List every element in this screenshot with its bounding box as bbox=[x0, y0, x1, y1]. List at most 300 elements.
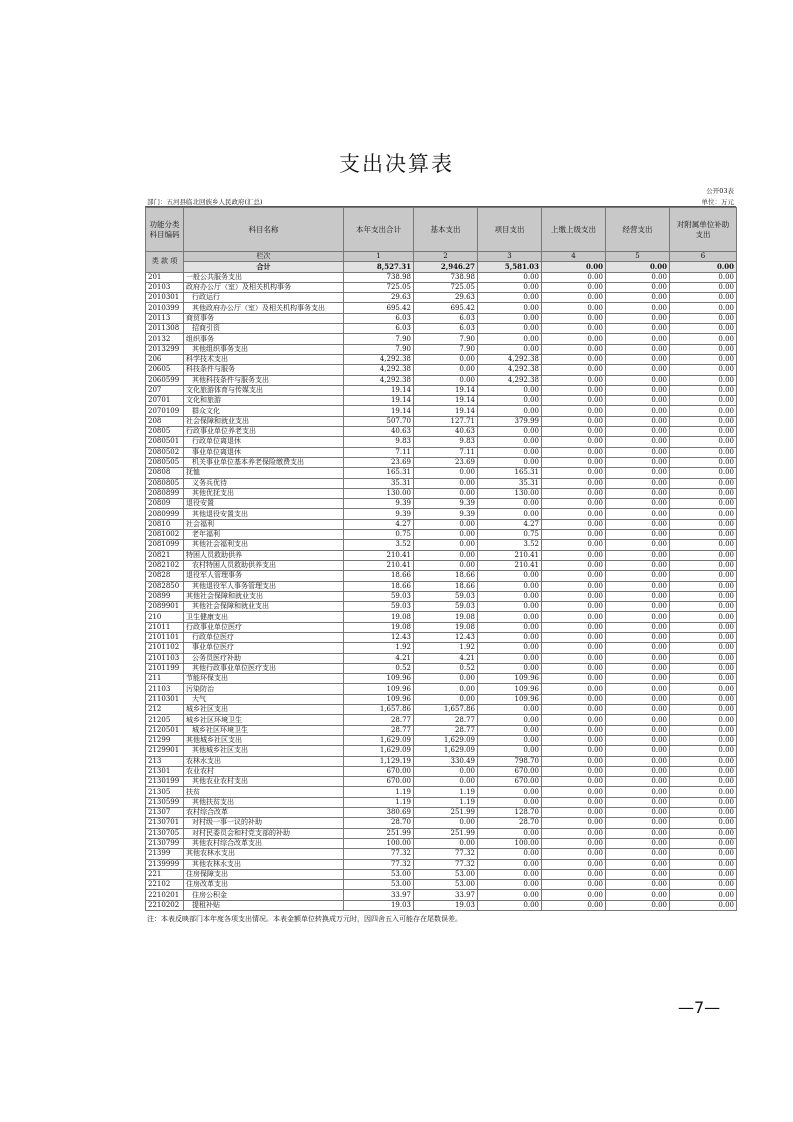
row-value: 0.00 bbox=[606, 344, 670, 354]
row-value: 0.00 bbox=[670, 488, 737, 498]
row-subject-name: 其他退役安置支出 bbox=[184, 509, 344, 519]
row-code: 20899 bbox=[146, 591, 184, 601]
row-value: 0.00 bbox=[606, 715, 670, 725]
row-value: 725.05 bbox=[344, 282, 414, 292]
row-value: 0.00 bbox=[606, 385, 670, 395]
row-value: 0.00 bbox=[606, 797, 670, 807]
row-value: 0.00 bbox=[542, 777, 606, 787]
row-value: 798.70 bbox=[478, 756, 542, 766]
row-value: 0.00 bbox=[414, 478, 478, 488]
row-value: 0.00 bbox=[606, 499, 670, 509]
row-value: 109.96 bbox=[344, 684, 414, 694]
row-value: 0.00 bbox=[670, 828, 737, 838]
table-row bbox=[146, 612, 737, 622]
row-value: 0.00 bbox=[542, 900, 606, 910]
row-subject-name: 其他农林水支出 bbox=[184, 849, 344, 859]
row-value: 670.00 bbox=[478, 766, 542, 776]
meta-row bbox=[145, 195, 736, 207]
row-value: 0.00 bbox=[670, 766, 737, 776]
row-value: 0.00 bbox=[606, 900, 670, 910]
col-number: 1 bbox=[344, 252, 414, 262]
row-value: 0.00 bbox=[542, 550, 606, 560]
row-value: 0.00 bbox=[670, 324, 737, 334]
row-value: 0.00 bbox=[414, 818, 478, 828]
row-value: 18.66 bbox=[414, 571, 478, 581]
table-row bbox=[146, 334, 737, 344]
row-value: 19.14 bbox=[414, 406, 478, 416]
page-title: 支出决算表 bbox=[339, 152, 454, 176]
table-row bbox=[146, 550, 737, 560]
row-value: 0.00 bbox=[478, 869, 542, 879]
table-row bbox=[146, 468, 737, 478]
table-row bbox=[146, 406, 737, 416]
row-value: 0.00 bbox=[542, 602, 606, 612]
row-value: 0.00 bbox=[606, 416, 670, 426]
row-value: 0.00 bbox=[606, 437, 670, 447]
row-value: 0.00 bbox=[542, 437, 606, 447]
row-value: 0.00 bbox=[606, 859, 670, 869]
row-value: 0.00 bbox=[670, 272, 737, 282]
row-value: 0.00 bbox=[414, 468, 478, 478]
row-code: 20828 bbox=[146, 571, 184, 581]
total-value: 5,581.03 bbox=[478, 262, 542, 272]
row-value: 0.00 bbox=[542, 674, 606, 684]
row-value: 18.66 bbox=[344, 571, 414, 581]
row-code: 20132 bbox=[146, 334, 184, 344]
row-value: 1.19 bbox=[344, 797, 414, 807]
row-code: 20103 bbox=[146, 282, 184, 292]
row-value: 0.00 bbox=[478, 859, 542, 869]
row-value: 0.00 bbox=[542, 488, 606, 498]
row-value: 0.75 bbox=[344, 530, 414, 540]
table-row bbox=[146, 540, 737, 550]
row-value: 7.90 bbox=[414, 344, 478, 354]
row-value: 0.00 bbox=[478, 427, 542, 437]
row-value: 4.21 bbox=[344, 653, 414, 663]
row-value: 0.00 bbox=[670, 478, 737, 488]
table-row bbox=[146, 663, 737, 673]
row-value: 6.03 bbox=[344, 313, 414, 323]
row-value: 0.00 bbox=[542, 468, 606, 478]
row-value: 35.31 bbox=[344, 478, 414, 488]
row-value: 0.00 bbox=[606, 530, 670, 540]
row-value: 0.00 bbox=[542, 457, 606, 467]
header-total: 本年支出合计 bbox=[344, 208, 414, 252]
row-value: 0.00 bbox=[670, 890, 737, 900]
header-basic: 基本支出 bbox=[414, 208, 478, 252]
row-value: 0.52 bbox=[414, 663, 478, 673]
row-value: 725.05 bbox=[414, 282, 478, 292]
row-value: 695.42 bbox=[414, 303, 478, 313]
row-value: 0.00 bbox=[670, 777, 737, 787]
unit-label: 单位：万元 bbox=[701, 198, 734, 206]
row-value: 0.00 bbox=[606, 354, 670, 364]
row-value: 53.00 bbox=[344, 880, 414, 890]
row-value: 0.00 bbox=[414, 354, 478, 364]
row-value: 0.00 bbox=[478, 385, 542, 395]
row-value: 0.00 bbox=[670, 612, 737, 622]
row-subject-name: 公务员医疗补助 bbox=[184, 653, 344, 663]
row-subject-name: 其他社会保障和就业支出 bbox=[184, 602, 344, 612]
row-value: 0.00 bbox=[670, 581, 737, 591]
row-value: 29.63 bbox=[344, 293, 414, 303]
row-value: 0.00 bbox=[670, 602, 737, 612]
table-row bbox=[146, 622, 737, 632]
row-value: 0.00 bbox=[606, 282, 670, 292]
row-value: 28.77 bbox=[414, 725, 478, 735]
row-value: 1,629.09 bbox=[414, 746, 478, 756]
row-value: 0.00 bbox=[542, 385, 606, 395]
row-value: 100.00 bbox=[344, 838, 414, 848]
row-value: 19.08 bbox=[414, 622, 478, 632]
table-row bbox=[146, 653, 737, 663]
row-value: 0.00 bbox=[478, 313, 542, 323]
row-subject-name: 行政单位医疗 bbox=[184, 632, 344, 642]
table-row bbox=[146, 828, 737, 838]
row-subject-name: 其他组织事务支出 bbox=[184, 344, 344, 354]
row-code: 20701 bbox=[146, 396, 184, 406]
col-number: 4 bbox=[542, 252, 606, 262]
row-subject-name: 住房改革支出 bbox=[184, 880, 344, 890]
row-subject-name: 其他农林水支出 bbox=[184, 859, 344, 869]
row-value: 4,292.38 bbox=[344, 354, 414, 364]
row-value: 0.00 bbox=[606, 303, 670, 313]
row-value: 23.69 bbox=[344, 457, 414, 467]
row-value: 0.00 bbox=[606, 787, 670, 797]
row-code: 2139999 bbox=[146, 859, 184, 869]
table-row bbox=[146, 581, 737, 591]
row-value: 19.08 bbox=[344, 622, 414, 632]
table-body bbox=[146, 272, 737, 910]
table-row bbox=[146, 735, 737, 745]
row-value: 0.00 bbox=[478, 880, 542, 890]
row-value: 0.00 bbox=[542, 324, 606, 334]
row-value: 0.00 bbox=[542, 612, 606, 622]
row-value: 0.00 bbox=[478, 499, 542, 509]
row-value: 109.96 bbox=[344, 674, 414, 684]
row-value: 330.49 bbox=[414, 756, 478, 766]
table-note: 注：本表反映部门本年度各项支出情况。本表金额单位转换成万元时，因四舍五入可能存在尾数误差。 bbox=[147, 915, 462, 923]
row-value: 0.00 bbox=[478, 457, 542, 467]
row-value: 0.00 bbox=[670, 365, 737, 375]
table-row bbox=[146, 447, 737, 457]
row-value: 0.00 bbox=[606, 653, 670, 663]
row-code: 2011308 bbox=[146, 324, 184, 334]
row-value: 0.00 bbox=[670, 715, 737, 725]
row-value: 0.00 bbox=[606, 293, 670, 303]
table-row bbox=[146, 499, 737, 509]
row-value: 0.00 bbox=[542, 705, 606, 715]
row-value: 0.00 bbox=[414, 838, 478, 848]
table-row bbox=[146, 437, 737, 447]
row-value: 19.03 bbox=[344, 900, 414, 910]
row-code: 2101102 bbox=[146, 643, 184, 653]
row-value: 210.41 bbox=[344, 560, 414, 570]
row-value: 0.00 bbox=[606, 396, 670, 406]
row-subject-name: 招商引资 bbox=[184, 324, 344, 334]
row-value: 0.00 bbox=[478, 591, 542, 601]
row-subject-name: 机关事业单位基本养老保险缴费支出 bbox=[184, 457, 344, 467]
row-subject-name: 其他城乡社区支出 bbox=[184, 746, 344, 756]
row-code: 20808 bbox=[146, 468, 184, 478]
row-value: 19.14 bbox=[414, 385, 478, 395]
row-value: 0.00 bbox=[670, 643, 737, 653]
row-value: 0.00 bbox=[542, 797, 606, 807]
row-value: 165.31 bbox=[478, 468, 542, 478]
row-subject-name: 行政运行 bbox=[184, 293, 344, 303]
table-row bbox=[146, 365, 737, 375]
row-value: 0.00 bbox=[606, 694, 670, 704]
row-value: 4,292.38 bbox=[344, 365, 414, 375]
row-subject-name: 其他政府办公厅（室）及相关机构事务支出 bbox=[184, 303, 344, 313]
row-value: 0.00 bbox=[670, 622, 737, 632]
row-value: 59.03 bbox=[414, 591, 478, 601]
row-subject-name: 义务兵优待 bbox=[184, 478, 344, 488]
row-value: 0.00 bbox=[542, 313, 606, 323]
row-value: 19.08 bbox=[414, 612, 478, 622]
table-row bbox=[146, 880, 737, 890]
row-value: 0.00 bbox=[670, 334, 737, 344]
header-project: 项目支出 bbox=[478, 208, 542, 252]
row-subject-name: 抚恤 bbox=[184, 468, 344, 478]
row-value: 1,657.86 bbox=[344, 705, 414, 715]
row-value: 0.75 bbox=[478, 530, 542, 540]
row-value: 28.70 bbox=[344, 818, 414, 828]
row-value: 0.00 bbox=[478, 715, 542, 725]
row-value: 33.97 bbox=[344, 890, 414, 900]
row-value: 0.00 bbox=[478, 602, 542, 612]
row-code: 20810 bbox=[146, 519, 184, 529]
row-value: 4,292.38 bbox=[478, 354, 542, 364]
row-value: 0.00 bbox=[670, 550, 737, 560]
row-subject-name: 农业农村 bbox=[184, 766, 344, 776]
row-value: 0.00 bbox=[606, 777, 670, 787]
row-value: 109.96 bbox=[478, 684, 542, 694]
row-value: 0.00 bbox=[670, 530, 737, 540]
row-code: 211 bbox=[146, 674, 184, 684]
row-value: 7.90 bbox=[414, 334, 478, 344]
row-value: 670.00 bbox=[344, 777, 414, 787]
row-subject-name: 退役安置 bbox=[184, 499, 344, 509]
row-subject-name: 其他科技条件与服务支出 bbox=[184, 375, 344, 385]
table-row bbox=[146, 303, 737, 313]
row-value: 0.00 bbox=[606, 622, 670, 632]
row-subject-name: 科技条件与服务 bbox=[184, 365, 344, 375]
table-row bbox=[146, 571, 737, 581]
row-value: 0.00 bbox=[670, 571, 737, 581]
row-value: 0.00 bbox=[542, 540, 606, 550]
row-value: 4.27 bbox=[344, 519, 414, 529]
row-value: 0.00 bbox=[670, 694, 737, 704]
row-value: 18.66 bbox=[414, 581, 478, 591]
row-code: 2080999 bbox=[146, 509, 184, 519]
row-value: 0.00 bbox=[414, 684, 478, 694]
row-code: 2210202 bbox=[146, 900, 184, 910]
row-subject-name: 污染防治 bbox=[184, 684, 344, 694]
row-subject-name: 其他农村综合改革支出 bbox=[184, 838, 344, 848]
row-value: 9.39 bbox=[344, 509, 414, 519]
table-row bbox=[146, 643, 737, 653]
row-subject-name: 文化旅游体育与传媒支出 bbox=[184, 385, 344, 395]
row-value: 28.77 bbox=[344, 715, 414, 725]
row-value: 0.00 bbox=[606, 818, 670, 828]
row-subject-name: 老年福利 bbox=[184, 530, 344, 540]
table-row bbox=[146, 777, 737, 787]
row-value: 0.00 bbox=[542, 869, 606, 879]
row-value: 7.11 bbox=[344, 447, 414, 457]
table-row bbox=[146, 715, 737, 725]
page-number: —7— bbox=[678, 998, 721, 1017]
row-value: 0.00 bbox=[670, 808, 737, 818]
row-code: 210 bbox=[146, 612, 184, 622]
row-value: 0.00 bbox=[606, 705, 670, 715]
row-subject-name: 一般公共服务支出 bbox=[184, 272, 344, 282]
row-value: 0.00 bbox=[542, 396, 606, 406]
row-value: 0.00 bbox=[606, 560, 670, 570]
row-value: 0.00 bbox=[542, 571, 606, 581]
row-subject-name: 退役军人管理事务 bbox=[184, 571, 344, 581]
row-value: 1,129.19 bbox=[344, 756, 414, 766]
row-value: 0.00 bbox=[542, 746, 606, 756]
table-row bbox=[146, 344, 737, 354]
row-code: 21103 bbox=[146, 684, 184, 694]
row-value: 0.00 bbox=[478, 705, 542, 715]
row-value: 0.00 bbox=[670, 787, 737, 797]
row-code: 2120501 bbox=[146, 725, 184, 735]
row-value: 33.97 bbox=[414, 890, 478, 900]
row-value: 0.00 bbox=[542, 632, 606, 642]
total-value: 0.00 bbox=[542, 262, 606, 272]
row-value: 0.00 bbox=[478, 581, 542, 591]
row-value: 0.00 bbox=[670, 416, 737, 426]
row-value: 0.00 bbox=[542, 838, 606, 848]
row-value: 0.00 bbox=[670, 437, 737, 447]
row-subject-name: 其他社会福利支出 bbox=[184, 540, 344, 550]
row-subject-name: 行政事业单位养老支出 bbox=[184, 427, 344, 437]
row-value: 0.00 bbox=[542, 859, 606, 869]
table-row bbox=[146, 354, 737, 364]
row-value: 0.00 bbox=[542, 735, 606, 745]
row-value: 251.99 bbox=[414, 828, 478, 838]
row-value: 6.03 bbox=[344, 324, 414, 334]
row-value: 12.43 bbox=[414, 632, 478, 642]
row-subject-name: 农村特困人员救助供养支出 bbox=[184, 560, 344, 570]
row-value: 0.00 bbox=[606, 880, 670, 890]
table-row bbox=[146, 519, 737, 529]
department-label: 部门：五河县临北回族乡人民政府(汇总) bbox=[147, 198, 263, 206]
row-value: 0.00 bbox=[414, 694, 478, 704]
table-row bbox=[146, 293, 737, 303]
row-subject-name: 住房保障支出 bbox=[184, 869, 344, 879]
row-value: 0.00 bbox=[670, 838, 737, 848]
row-code: 2130799 bbox=[146, 838, 184, 848]
row-value: 0.00 bbox=[478, 828, 542, 838]
row-subject-name: 提租补贴 bbox=[184, 900, 344, 910]
row-value: 0.00 bbox=[670, 900, 737, 910]
row-subject-name: 其他扶贫支出 bbox=[184, 797, 344, 807]
row-subject-name: 社会保障和就业支出 bbox=[184, 416, 344, 426]
header-subject-name: 科目名称 bbox=[184, 208, 344, 252]
row-value: 0.00 bbox=[414, 674, 478, 684]
row-value: 19.08 bbox=[344, 612, 414, 622]
row-value: 0.00 bbox=[606, 756, 670, 766]
table-row bbox=[146, 869, 737, 879]
row-subject-name: 文化和旅游 bbox=[184, 396, 344, 406]
row-value: 0.00 bbox=[478, 612, 542, 622]
row-value: 0.00 bbox=[606, 849, 670, 859]
row-value: 0.00 bbox=[670, 859, 737, 869]
row-value: 59.03 bbox=[414, 602, 478, 612]
row-subject-name: 城乡社区支出 bbox=[184, 705, 344, 715]
row-value: 19.03 bbox=[414, 900, 478, 910]
row-value: 0.00 bbox=[606, 313, 670, 323]
total-label: 合计 bbox=[184, 262, 344, 272]
row-value: 0.00 bbox=[478, 725, 542, 735]
row-value: 0.00 bbox=[478, 849, 542, 859]
row-code: 208 bbox=[146, 416, 184, 426]
row-value: 0.00 bbox=[606, 663, 670, 673]
total-value: 8,527.31 bbox=[344, 262, 414, 272]
row-value: 0.00 bbox=[542, 694, 606, 704]
row-value: 0.00 bbox=[670, 457, 737, 467]
row-value: 0.00 bbox=[542, 375, 606, 385]
row-value: 0.00 bbox=[542, 293, 606, 303]
row-subject-name: 城乡社区环境卫生 bbox=[184, 725, 344, 735]
row-code: 2130599 bbox=[146, 797, 184, 807]
row-value: 0.00 bbox=[542, 447, 606, 457]
row-subject-name: 节能环保支出 bbox=[184, 674, 344, 684]
row-value: 210.41 bbox=[344, 550, 414, 560]
row-value: 0.00 bbox=[606, 468, 670, 478]
row-value: 670.00 bbox=[344, 766, 414, 776]
row-subject-name: 扶贫 bbox=[184, 787, 344, 797]
row-value: 0.00 bbox=[606, 766, 670, 776]
row-value: 3.52 bbox=[478, 540, 542, 550]
row-value: 7.90 bbox=[344, 344, 414, 354]
row-subject-name: 特困人员救助供养 bbox=[184, 550, 344, 560]
row-code: 2210201 bbox=[146, 890, 184, 900]
col-number: 3 bbox=[478, 252, 542, 262]
total-value: 0.00 bbox=[670, 262, 737, 272]
row-value: 19.14 bbox=[344, 396, 414, 406]
row-value: 127.71 bbox=[414, 416, 478, 426]
row-code: 21011 bbox=[146, 622, 184, 632]
row-value: 0.00 bbox=[478, 406, 542, 416]
row-value: 0.00 bbox=[542, 715, 606, 725]
row-value: 19.14 bbox=[414, 396, 478, 406]
row-subject-name: 其他优抚支出 bbox=[184, 488, 344, 498]
row-value: 0.00 bbox=[670, 375, 737, 385]
row-code: 201 bbox=[146, 272, 184, 282]
col-number-row bbox=[146, 252, 737, 262]
row-value: 738.98 bbox=[414, 272, 478, 282]
row-subject-name: 其他社会保障和就业支出 bbox=[184, 591, 344, 601]
row-subject-name: 住房公积金 bbox=[184, 890, 344, 900]
row-value: 0.00 bbox=[414, 365, 478, 375]
row-value: 7.90 bbox=[344, 334, 414, 344]
row-value: 0.00 bbox=[542, 354, 606, 364]
row-value: 507.70 bbox=[344, 416, 414, 426]
row-value: 18.66 bbox=[344, 581, 414, 591]
row-value: 4,292.38 bbox=[478, 365, 542, 375]
row-value: 1.92 bbox=[414, 643, 478, 653]
row-value: 0.00 bbox=[606, 591, 670, 601]
row-code: 2129901 bbox=[146, 746, 184, 756]
row-value: 0.00 bbox=[414, 519, 478, 529]
row-value: 0.00 bbox=[542, 890, 606, 900]
row-value: 0.00 bbox=[606, 581, 670, 591]
table-row bbox=[146, 427, 737, 437]
